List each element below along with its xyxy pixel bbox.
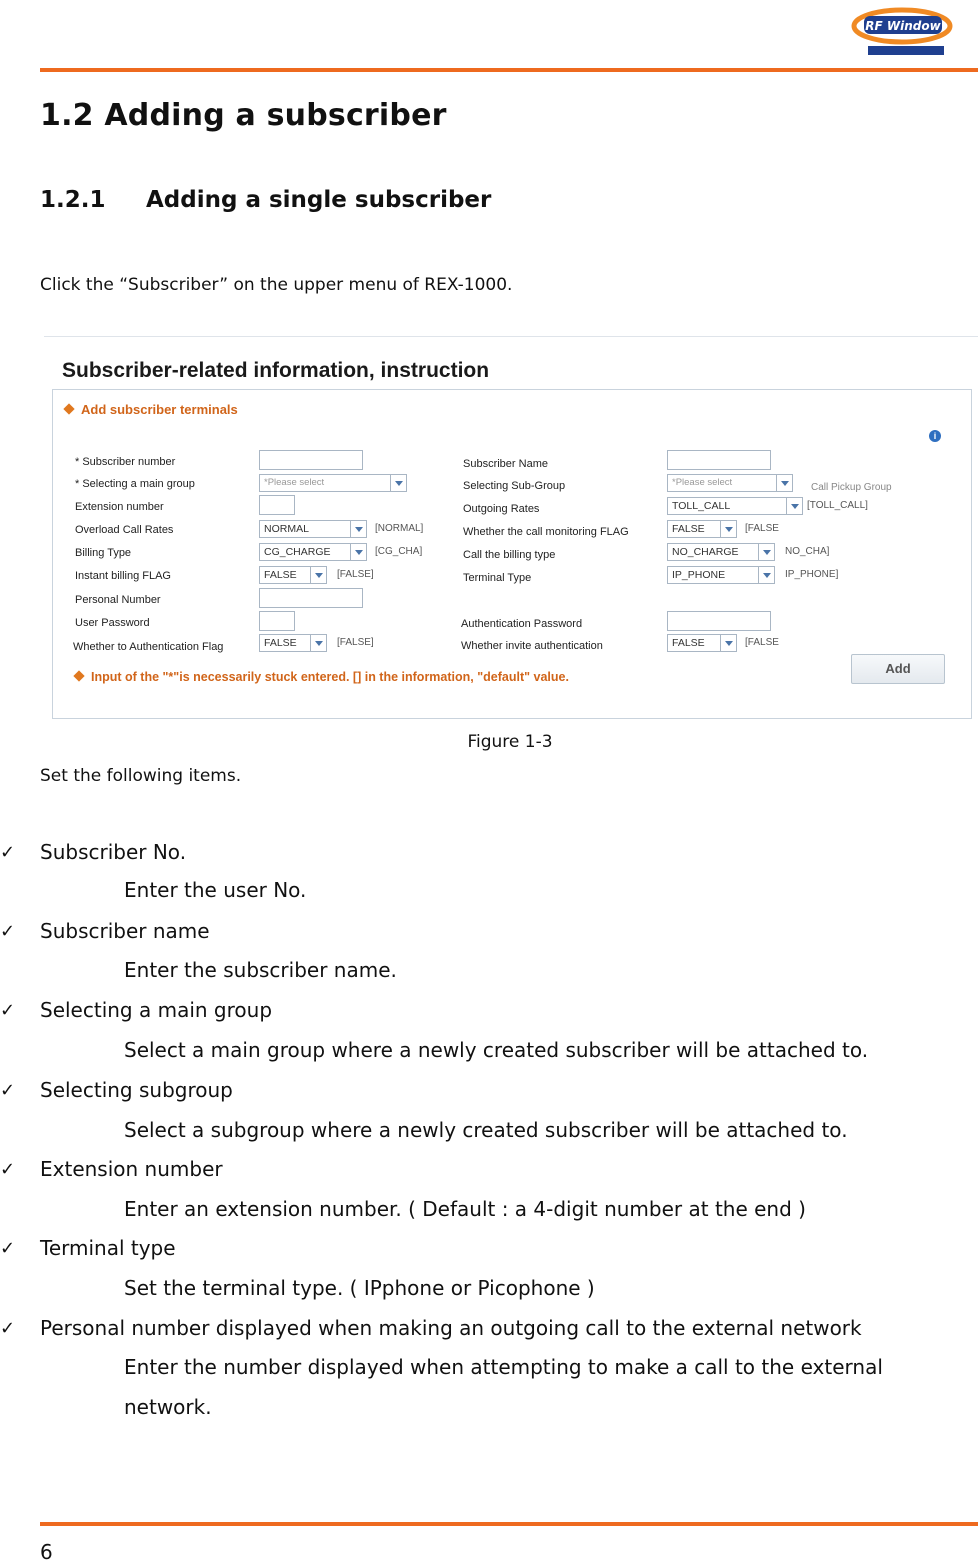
checkmark-icon: ✓ xyxy=(0,1080,16,1101)
subsection-title: Adding a single subscriber xyxy=(146,187,492,213)
chevron-down-icon xyxy=(720,635,736,651)
field-label: User Password xyxy=(75,617,150,629)
field-label: Billing Type xyxy=(75,547,132,559)
chevron-down-icon xyxy=(720,521,736,537)
auth-password-input[interactable] xyxy=(667,611,771,631)
item-description: Enter the number displayed when attempting to make a call to the external xyxy=(124,1355,883,1379)
chevron-down-icon xyxy=(350,521,366,537)
default-value: [NORMAL] xyxy=(375,523,424,534)
default-value: [CG_CHA] xyxy=(375,546,423,557)
sub-group-select[interactable]: *Please select xyxy=(667,474,793,492)
item-description: network. xyxy=(124,1395,212,1419)
diamond-icon xyxy=(73,670,84,681)
item-description: Select a subgroup where a newly created subscriber will be attached to. xyxy=(124,1118,848,1142)
info-icon[interactable]: i xyxy=(929,430,941,442)
company-logo xyxy=(850,6,958,60)
field-label: Subscriber Name xyxy=(463,458,548,470)
item-title: Terminal type xyxy=(40,1236,176,1260)
checkmark-icon: ✓ xyxy=(0,1238,16,1259)
item-description: Select a main group where a newly created subscriber will be attached to. xyxy=(124,1038,869,1062)
field-label: Terminal Type xyxy=(463,572,532,584)
item-description: Enter the user No. xyxy=(124,878,307,902)
item-title: Subscriber name xyxy=(40,919,210,943)
subsection-number: 1.2.1 xyxy=(40,187,106,213)
intro-text: Click the “Subscriber” on the upper menu of REX-1000. xyxy=(40,275,513,295)
field-label: Selecting Sub-Group xyxy=(463,480,566,492)
field-label: Whether to Authentication Flag xyxy=(73,641,224,653)
item-title: Selecting a main group xyxy=(40,998,273,1022)
item-description: Enter the subscriber name. xyxy=(124,958,397,982)
item-title: Extension number xyxy=(40,1157,223,1181)
diamond-icon xyxy=(63,403,74,414)
item-description: Set the terminal type. ( IPphone or Picophone ) xyxy=(124,1276,595,1300)
chevron-down-icon xyxy=(310,635,326,651)
billing-call-type-select[interactable]: NO_CHARGE xyxy=(667,543,775,561)
main-group-select[interactable]: *Please select xyxy=(259,474,407,492)
default-value: NO_CHA] xyxy=(785,546,830,557)
subscriber-number-input[interactable] xyxy=(259,450,363,470)
subscriber-name-input[interactable] xyxy=(667,450,771,470)
field-label: Overload Call Rates xyxy=(75,524,174,536)
auth-flag-select[interactable]: FALSE xyxy=(259,634,327,652)
page-number: 6 xyxy=(40,1540,53,1562)
personal-number-input[interactable] xyxy=(259,588,363,608)
figure-screenshot xyxy=(44,336,978,726)
invite-auth-select[interactable]: FALSE xyxy=(667,634,737,652)
default-value: IP_PHONE] xyxy=(785,569,839,580)
checkmark-icon: ✓ xyxy=(0,921,16,942)
checkmark-icon: ✓ xyxy=(0,1318,16,1339)
required-note: Input of the "*"is necessarily stuck entered. [] in the information, "default" value. xyxy=(75,670,569,684)
overload-call-rates-select[interactable]: NORMAL xyxy=(259,520,367,538)
field-label: * Subscriber number xyxy=(75,456,176,468)
field-label: Authentication Password xyxy=(461,618,583,630)
item-title: Selecting subgroup xyxy=(40,1078,233,1102)
item-title: Personal number displayed when making an outgoing call to the external network xyxy=(40,1316,862,1340)
lead-text: Set the following items. xyxy=(40,766,242,786)
call-pickup-group-label: Call Pickup Group xyxy=(811,482,892,493)
user-password-input[interactable] xyxy=(259,611,295,631)
chevron-down-icon xyxy=(758,544,774,560)
add-subscriber-panel xyxy=(52,389,972,719)
item-title: Subscriber No. xyxy=(40,840,187,864)
field-label: Whether the call monitoring FLAG xyxy=(463,526,629,538)
field-label: Extension number xyxy=(75,501,164,513)
checkmark-icon: ✓ xyxy=(0,1000,16,1021)
default-value: [FALSE xyxy=(745,523,779,534)
chevron-down-icon xyxy=(776,475,792,491)
chevron-down-icon xyxy=(390,475,406,491)
header-rule xyxy=(40,68,978,72)
billing-type-select[interactable]: CG_CHARGE xyxy=(259,543,367,561)
default-value: [FALSE] xyxy=(337,569,374,580)
checkmark-icon: ✓ xyxy=(0,842,16,863)
checkmark-icon: ✓ xyxy=(0,1159,16,1180)
chevron-down-icon xyxy=(786,498,802,514)
footer-rule xyxy=(40,1522,978,1526)
field-label: Call the billing type xyxy=(463,549,556,561)
subsection-heading xyxy=(40,187,491,213)
panel-heading: Add subscriber terminals xyxy=(65,402,238,417)
section-heading: 1.2 Adding a subscriber xyxy=(40,98,447,133)
field-label: Personal Number xyxy=(75,594,161,606)
terminal-type-select[interactable]: IP_PHONE xyxy=(667,566,775,584)
call-monitoring-select[interactable]: FALSE xyxy=(667,520,737,538)
default-value: [TOLL_CALL] xyxy=(807,500,868,511)
svg-text:RF Window: RF Window xyxy=(865,19,941,33)
default-value: [FALSE xyxy=(745,637,779,648)
extension-number-input[interactable] xyxy=(259,495,295,515)
chevron-down-icon xyxy=(310,567,326,583)
field-label: Instant billing FLAG xyxy=(75,570,171,582)
outgoing-rates-select[interactable]: TOLL_CALL xyxy=(667,497,803,515)
field-label: Whether invite authentication xyxy=(461,640,603,652)
chevron-down-icon xyxy=(758,567,774,583)
figure-title: Subscriber-related information, instruction xyxy=(62,359,490,382)
field-label: Outgoing Rates xyxy=(463,503,540,515)
figure-caption: Figure 1-3 xyxy=(467,732,553,752)
field-label: * Selecting a main group xyxy=(75,478,195,490)
instant-billing-select[interactable]: FALSE xyxy=(259,566,327,584)
default-value: [FALSE] xyxy=(337,637,374,648)
add-button[interactable]: Add xyxy=(851,654,945,684)
item-description: Enter an extension number. ( Default : a 4-digit number at the end ) xyxy=(124,1197,806,1221)
chevron-down-icon xyxy=(350,544,366,560)
